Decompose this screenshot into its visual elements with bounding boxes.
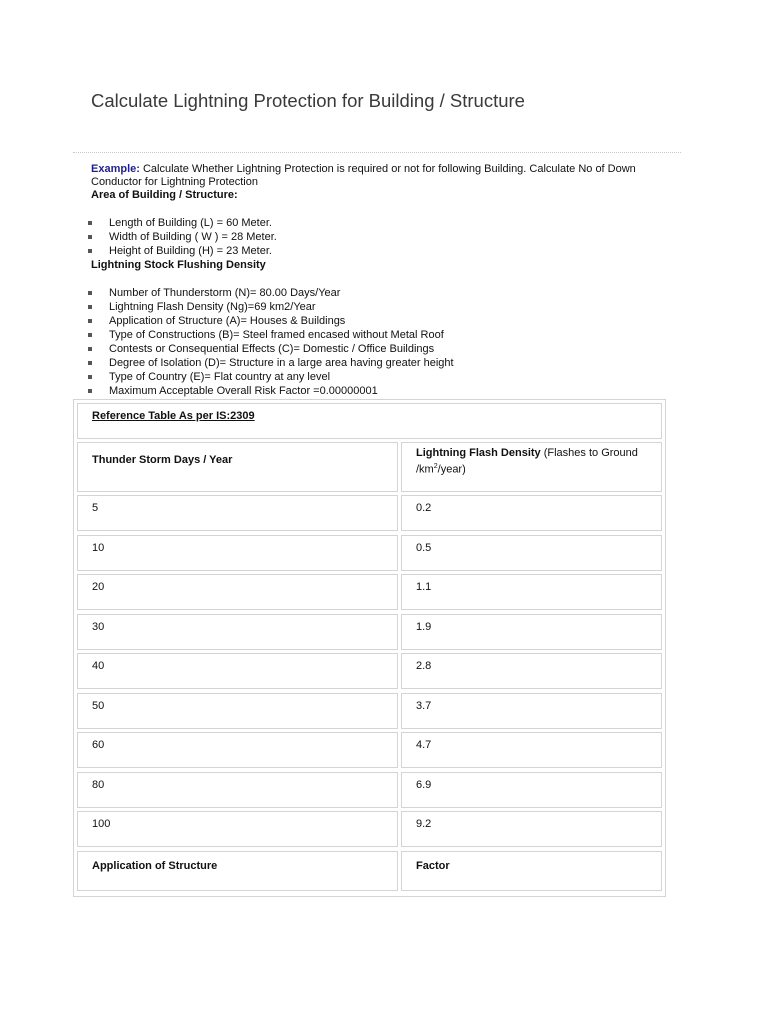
example-paragraph [91, 163, 661, 189]
header-density [401, 442, 662, 492]
header-density-title: Lightning Flash Density [416, 447, 541, 459]
list-item: Length of Building (L) = 60 Meter. [91, 216, 277, 230]
table-cell-density: 2.8 [401, 653, 662, 689]
list-item: Maximum Acceptable Overall Risk Factor =0.00000001 [91, 384, 454, 398]
area-heading: Area of Building / Structure: [91, 189, 238, 201]
table-cell-density: 4.7 [401, 732, 662, 768]
list-item: Contests or Consequential Effects (C)= Domestic / Office Buildings [91, 342, 454, 356]
density-heading: Lightning Stock Flushing Density [91, 259, 266, 271]
table-cell-days: 30 [77, 614, 398, 650]
header-density-unit: (Flashes to Ground /km [416, 447, 638, 476]
table-cell-density: 9.2 [401, 811, 662, 847]
table-cell-days: 5 [77, 495, 398, 531]
header-density-end: /year) [437, 463, 466, 476]
table-cell-days: 60 [77, 732, 398, 768]
example-label: Example: [91, 163, 140, 175]
header-density-sup: 2 [433, 463, 438, 470]
table-cell-density: 6.9 [401, 772, 662, 808]
reference-caption: Reference Table As per IS:2309 [77, 403, 662, 439]
table-cell-days: 20 [77, 574, 398, 610]
divider [73, 152, 681, 153]
table-cell-density: 3.7 [401, 693, 662, 729]
list-item: Height of Building (H) = 23 Meter. [91, 244, 277, 258]
example-text: Calculate Whether Lightning Protection is required or not for following Building. Calculate No of Down Conductor for Lightning Protection [91, 163, 636, 188]
header-days: Thunder Storm Days / Year [77, 442, 398, 492]
list-item: Width of Building ( W ) = 28 Meter. [91, 230, 277, 244]
table-cell-density: 1.1 [401, 574, 662, 610]
footer-application: Application of Structure [77, 851, 398, 891]
list-item: Number of Thunderstorm (N)= 80.00 Days/Year [91, 286, 454, 300]
table-cell-density: 1.9 [401, 614, 662, 650]
table-cell-density: 0.5 [401, 535, 662, 571]
table-cell-days: 10 [77, 535, 398, 571]
table-cell-days: 50 [77, 693, 398, 729]
table-cell-days: 80 [77, 772, 398, 808]
list-item: Type of Constructions (B)= Steel framed encased without Metal Roof [91, 328, 454, 342]
page-title: Calculate Lightning Protection for Building / Structure [91, 90, 525, 111]
area-list [91, 216, 277, 258]
reference-table [73, 399, 666, 897]
list-item: Type of Country (E)= Flat country at any level [91, 370, 454, 384]
table-cell-density: 0.2 [401, 495, 662, 531]
list-item: Degree of Isolation (D)= Structure in a large area having greater height [91, 356, 454, 370]
table-cell-days: 40 [77, 653, 398, 689]
density-list [91, 286, 454, 398]
list-item: Application of Structure (A)= Houses & Buildings [91, 314, 454, 328]
list-item: Lightning Flash Density (Ng)=69 km2/Year [91, 300, 454, 314]
footer-factor: Factor [401, 851, 662, 891]
table-cell-days: 100 [77, 811, 398, 847]
